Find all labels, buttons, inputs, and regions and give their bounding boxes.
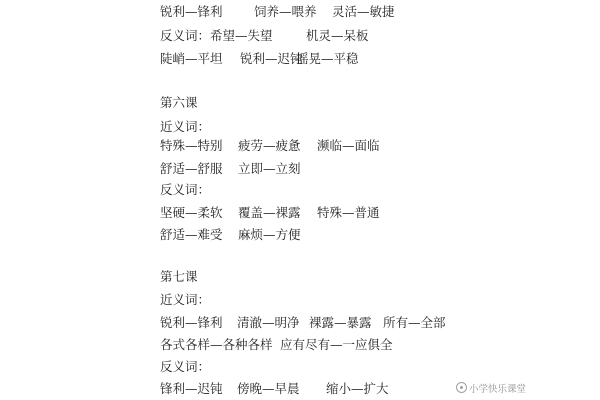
word-pair: 应有尽有—一应俱全 [280,337,393,352]
word-pair: 特殊—普通 [317,205,380,220]
word-pair: 傍晚—早晨 [237,381,300,396]
word-pair: 各式各样—各种各样 [160,337,273,352]
lesson-title: 第六课 [160,95,198,110]
watermark [456,382,526,398]
word-pair: 机灵—呆板 [306,28,369,43]
section-heading: 反义词： [160,359,211,374]
word-pair: 锋利—迟钝 [160,381,223,396]
word-pair: 坚硬—柔软 [160,205,223,220]
word-pair: 特殊—特别 [160,138,223,153]
word-pair: 舒适—舒服 [160,161,223,176]
lesson-title: 第七课 [160,269,198,284]
word-pair: 陡峭—平坦 [160,51,223,66]
word-pair: 摇晃—平稳 [296,51,359,66]
section-heading: 反义词： [160,182,211,197]
word-pair: 濒临—面临 [317,138,380,153]
antonym-label-pair: 反义词：希望—失望 [160,28,273,43]
word-pair: 麻烦—方便 [238,227,301,242]
watermark-text: 小学快乐课堂 [469,384,527,395]
word-pair: 裸露—暴露 [309,315,372,330]
word-pair: 舒适—难受 [160,227,223,242]
word-pair: 锐利—锋利 [160,315,223,330]
word-pair: 锐利—迟钝 [240,51,303,66]
word-pair: 饲养—喂养 [254,4,317,19]
word-pair: 锐利—锋利 [160,4,223,19]
word-pair: 清澈—明净 [237,315,300,330]
word-pair: 覆盖—裸露 [238,205,301,220]
word-pair: 缩小—扩大 [326,381,389,396]
word-pair: 立即—立刻 [238,161,301,176]
watermark-logo-icon [456,382,467,393]
word-pair: 所有—全部 [383,315,446,330]
word-pair: 疲劳—疲惫 [238,138,301,153]
section-heading: 近义词： [160,119,211,134]
section-heading: 近义词： [160,292,211,307]
word-pair: 灵活—敏捷 [332,4,395,19]
